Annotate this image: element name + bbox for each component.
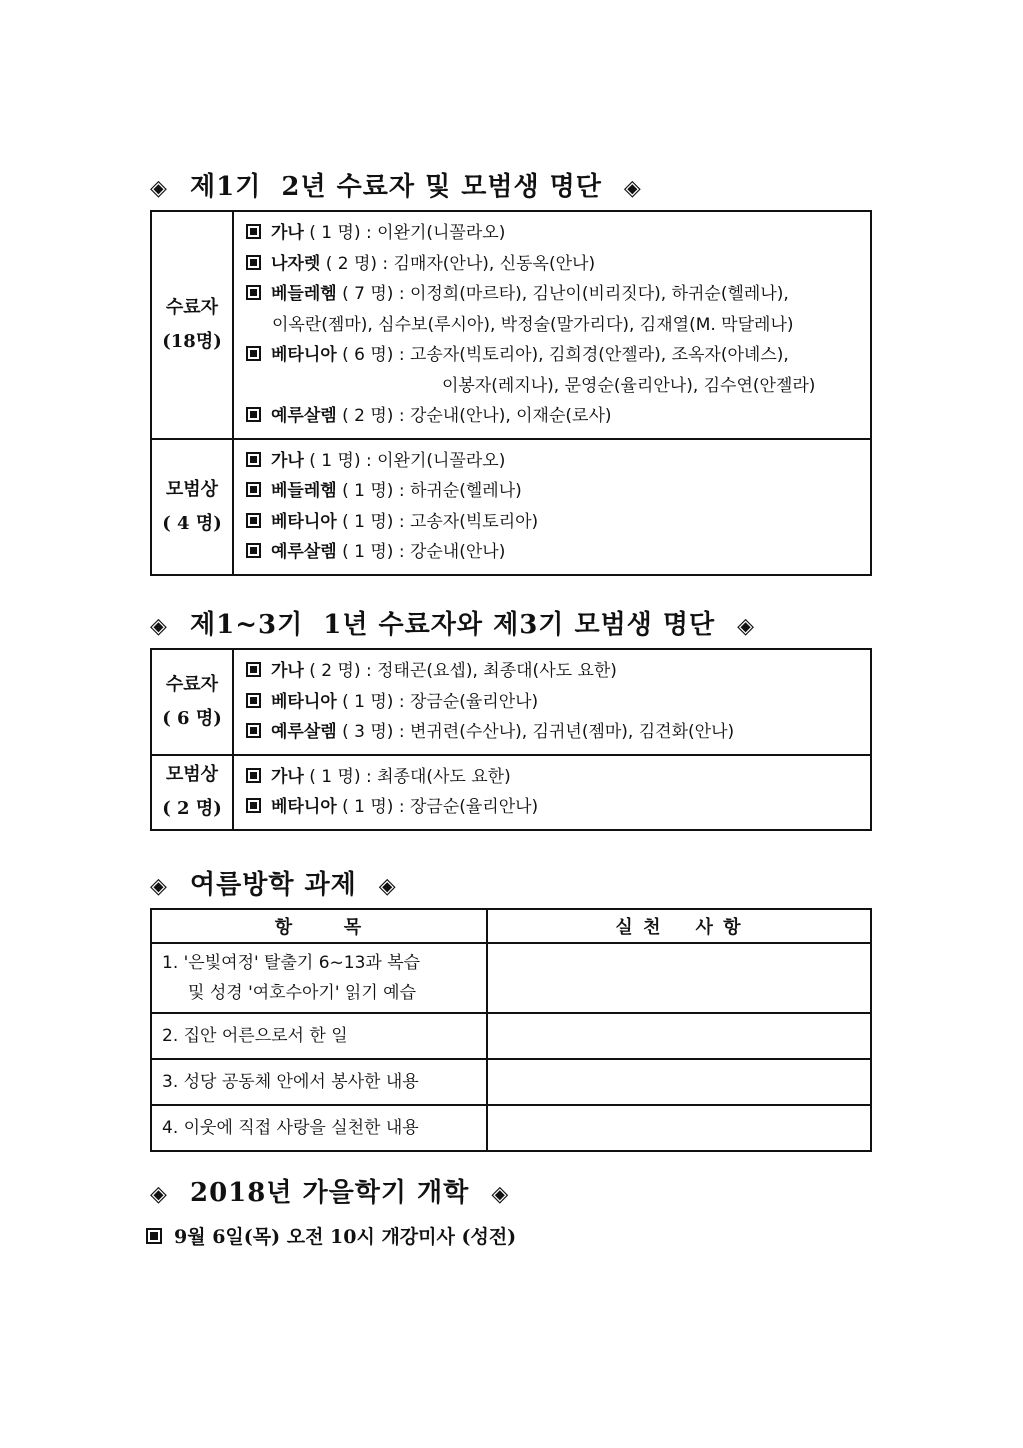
table-row: [151, 1059, 871, 1105]
task-cell: [151, 1105, 487, 1151]
bullet-square-icon: [246, 662, 261, 677]
diamond-icon: ◈: [150, 873, 168, 899]
member-names: : 고송자(빅토리아), 김희경(안젤라), 조옥자(아녜스),: [393, 345, 789, 365]
schedule-text: 9월 6일(목) 오전 10시 개강미사 (성전): [174, 1226, 517, 1248]
list-item: [246, 656, 860, 687]
list-item: [246, 537, 860, 568]
section2-table: [150, 648, 872, 831]
parish-name: 베들레헴: [271, 481, 337, 501]
graduates-count: ( 6 명): [162, 707, 222, 729]
member-count: ( 2 명): [342, 406, 394, 426]
parish-name: 베들레헴: [271, 284, 337, 304]
parish-name: 베타니아: [271, 511, 337, 532]
list-item: [246, 717, 860, 748]
member-names: : 하귀순(헬레나): [393, 481, 522, 501]
member-count: ( 1 명): [309, 766, 361, 787]
member-names: : 이완기(니꼴라오): [360, 450, 506, 471]
bullet-square-icon: [246, 798, 261, 813]
section4-heading: [146, 1172, 513, 1209]
table-row: [151, 943, 871, 1013]
member-names: : 최종대(사도 요한): [360, 766, 511, 787]
task-cell: [151, 1059, 487, 1105]
diamond-icon: ◈: [150, 175, 168, 201]
diamond-icon: ◈: [150, 1181, 168, 1207]
member-names: : 이완기(니꼴라오): [360, 223, 506, 243]
practice-cell[interactable]: [487, 943, 871, 1013]
section1-title: 제1기 2년 수료자 및 모범생 명단: [190, 172, 602, 202]
table-row: [151, 1013, 871, 1059]
bullet-square-icon: [246, 482, 261, 497]
member-count: ( 2 명): [325, 253, 377, 274]
diamond-icon: ◈: [150, 613, 168, 639]
bullet-square-icon: [246, 255, 261, 270]
member-names: : 장금순(율리안나): [393, 797, 539, 817]
parish-name: 나자렛: [271, 253, 321, 274]
list-item: [246, 249, 860, 280]
list-item: [246, 218, 860, 249]
continuation-text: 이옥란(젬마), 심수보(루시아), 박정술(말가리다), 김재열(M. 막달레나): [272, 314, 794, 335]
bullet-square-icon: [246, 224, 261, 239]
parish-name: 베타니아: [271, 691, 337, 712]
parish-name: 베타니아: [271, 345, 337, 365]
practice-cell[interactable]: [487, 1059, 871, 1105]
diamond-icon: ◈: [491, 1181, 510, 1207]
member-names: : 변귀련(수산나), 김귀년(젬마), 김견화(안나): [393, 722, 735, 742]
task-text: 4. 이웃에 직접 사랑을 실천한 내용: [162, 1118, 419, 1138]
list-item: [246, 476, 860, 507]
table-row: [151, 1105, 871, 1151]
section1-table: [150, 210, 872, 576]
graduates-label: 수료자: [165, 296, 219, 318]
member-count: ( 1 명): [309, 450, 361, 471]
bullet-square-icon: [246, 407, 261, 422]
section3-title: 여름방학 과제: [190, 870, 357, 900]
header-practice: 실 천 사 항: [487, 909, 871, 943]
member-names: : 강순내(안나): [393, 542, 506, 562]
bullet-square-icon: [246, 543, 261, 558]
section4-title: 2018년 가을학기 개학: [190, 1178, 470, 1208]
section2-heading: [146, 604, 759, 641]
diamond-icon: ◈: [623, 175, 642, 201]
task-cell: [151, 1013, 487, 1059]
parish-name: 베타니아: [271, 797, 337, 817]
member-count: ( 1 명): [342, 481, 394, 501]
honor-list: [233, 755, 871, 830]
bullet-square-icon: [246, 346, 261, 361]
section3-heading: [146, 864, 401, 901]
graduates-list: [233, 211, 871, 439]
diamond-icon: ◈: [737, 613, 756, 639]
task-text: 3. 성당 공동체 안에서 봉사한 내용: [162, 1072, 419, 1092]
bullet-square-icon: [246, 723, 261, 738]
header-item: 항 목: [151, 909, 487, 943]
member-count: ( 6 명): [342, 345, 394, 365]
graduates-label-cell: [151, 211, 233, 439]
member-names: : 정태곤(요셉), 최종대(사도 요한): [360, 661, 617, 681]
honor-list: [233, 439, 871, 575]
member-count: ( 2 명): [309, 661, 361, 681]
honor-count: ( 2 명): [162, 798, 222, 819]
list-item: [246, 401, 860, 432]
parish-name: 가나: [271, 661, 304, 681]
parish-name: 예루살렘: [271, 722, 337, 742]
bullet-square-icon: [246, 285, 261, 300]
section1-heading: [146, 166, 646, 203]
member-count: ( 3 명): [342, 722, 394, 742]
honor-label-cell: [151, 439, 233, 575]
homework-table: [150, 908, 872, 1152]
task-text: 및 성경 '여호수아기' 읽기 예습: [188, 983, 417, 1003]
graduates-list: [233, 649, 871, 755]
task-text: 1. '은빛여정' 탈출기 6~13과 복습: [162, 953, 421, 973]
parish-name: 가나: [271, 766, 304, 787]
member-names: : 김매자(안나), 신동옥(안나): [377, 253, 596, 274]
list-item: [246, 687, 860, 718]
section2-title: 제1~3기 1년 수료자와 제3기 모범생 명단: [190, 610, 716, 640]
list-item: [246, 310, 860, 341]
bullet-square-icon: [246, 452, 261, 467]
diamond-icon: ◈: [378, 873, 397, 899]
honor-label: 모범상: [165, 478, 219, 500]
continuation-text: 이봉자(레지나), 문영순(율리안나), 김수연(안젤라): [442, 375, 816, 396]
member-names: : 고송자(빅토리아): [393, 511, 539, 532]
parish-name: 가나: [271, 223, 304, 243]
list-item: [246, 762, 860, 793]
bullet-square-icon: [246, 513, 261, 528]
member-count: ( 1 명): [342, 511, 394, 532]
practice-cell[interactable]: [487, 1105, 871, 1151]
honor-count: ( 4 명): [162, 512, 222, 534]
list-item: [246, 371, 860, 402]
honor-label: 모범상: [165, 764, 219, 785]
parish-name: 예루살렘: [271, 542, 337, 562]
practice-cell[interactable]: [487, 1013, 871, 1059]
graduates-label-cell: [151, 649, 233, 755]
member-names: : 이정희(마르타), 김난이(비리짓다), 하귀순(헬레나),: [393, 284, 789, 304]
member-count: ( 7 명): [342, 284, 394, 304]
member-count: ( 1 명): [309, 223, 361, 243]
bullet-square-icon: [146, 1228, 162, 1244]
graduates-count: (18명): [162, 330, 222, 352]
list-item: [246, 507, 860, 538]
member-names: : 장금순(율리안나): [393, 691, 539, 712]
member-names: : 강순내(안나), 이재순(로사): [393, 406, 612, 426]
task-cell: [151, 943, 487, 1013]
member-count: ( 1 명): [342, 691, 394, 712]
honor-label-cell: [151, 755, 233, 830]
bullet-square-icon: [246, 768, 261, 783]
schedule-note: [146, 1222, 516, 1249]
list-item: [246, 340, 860, 371]
parish-name: 가나: [271, 450, 304, 471]
member-count: ( 1 명): [342, 542, 394, 562]
list-item: [246, 446, 860, 477]
bullet-square-icon: [246, 693, 261, 708]
parish-name: 예루살렘: [271, 406, 337, 426]
graduates-label: 수료자: [165, 673, 219, 695]
list-item: [246, 792, 860, 823]
member-count: ( 1 명): [342, 797, 394, 817]
list-item: [246, 279, 860, 310]
task-text: 2. 집안 어른으로서 한 일: [162, 1026, 348, 1046]
